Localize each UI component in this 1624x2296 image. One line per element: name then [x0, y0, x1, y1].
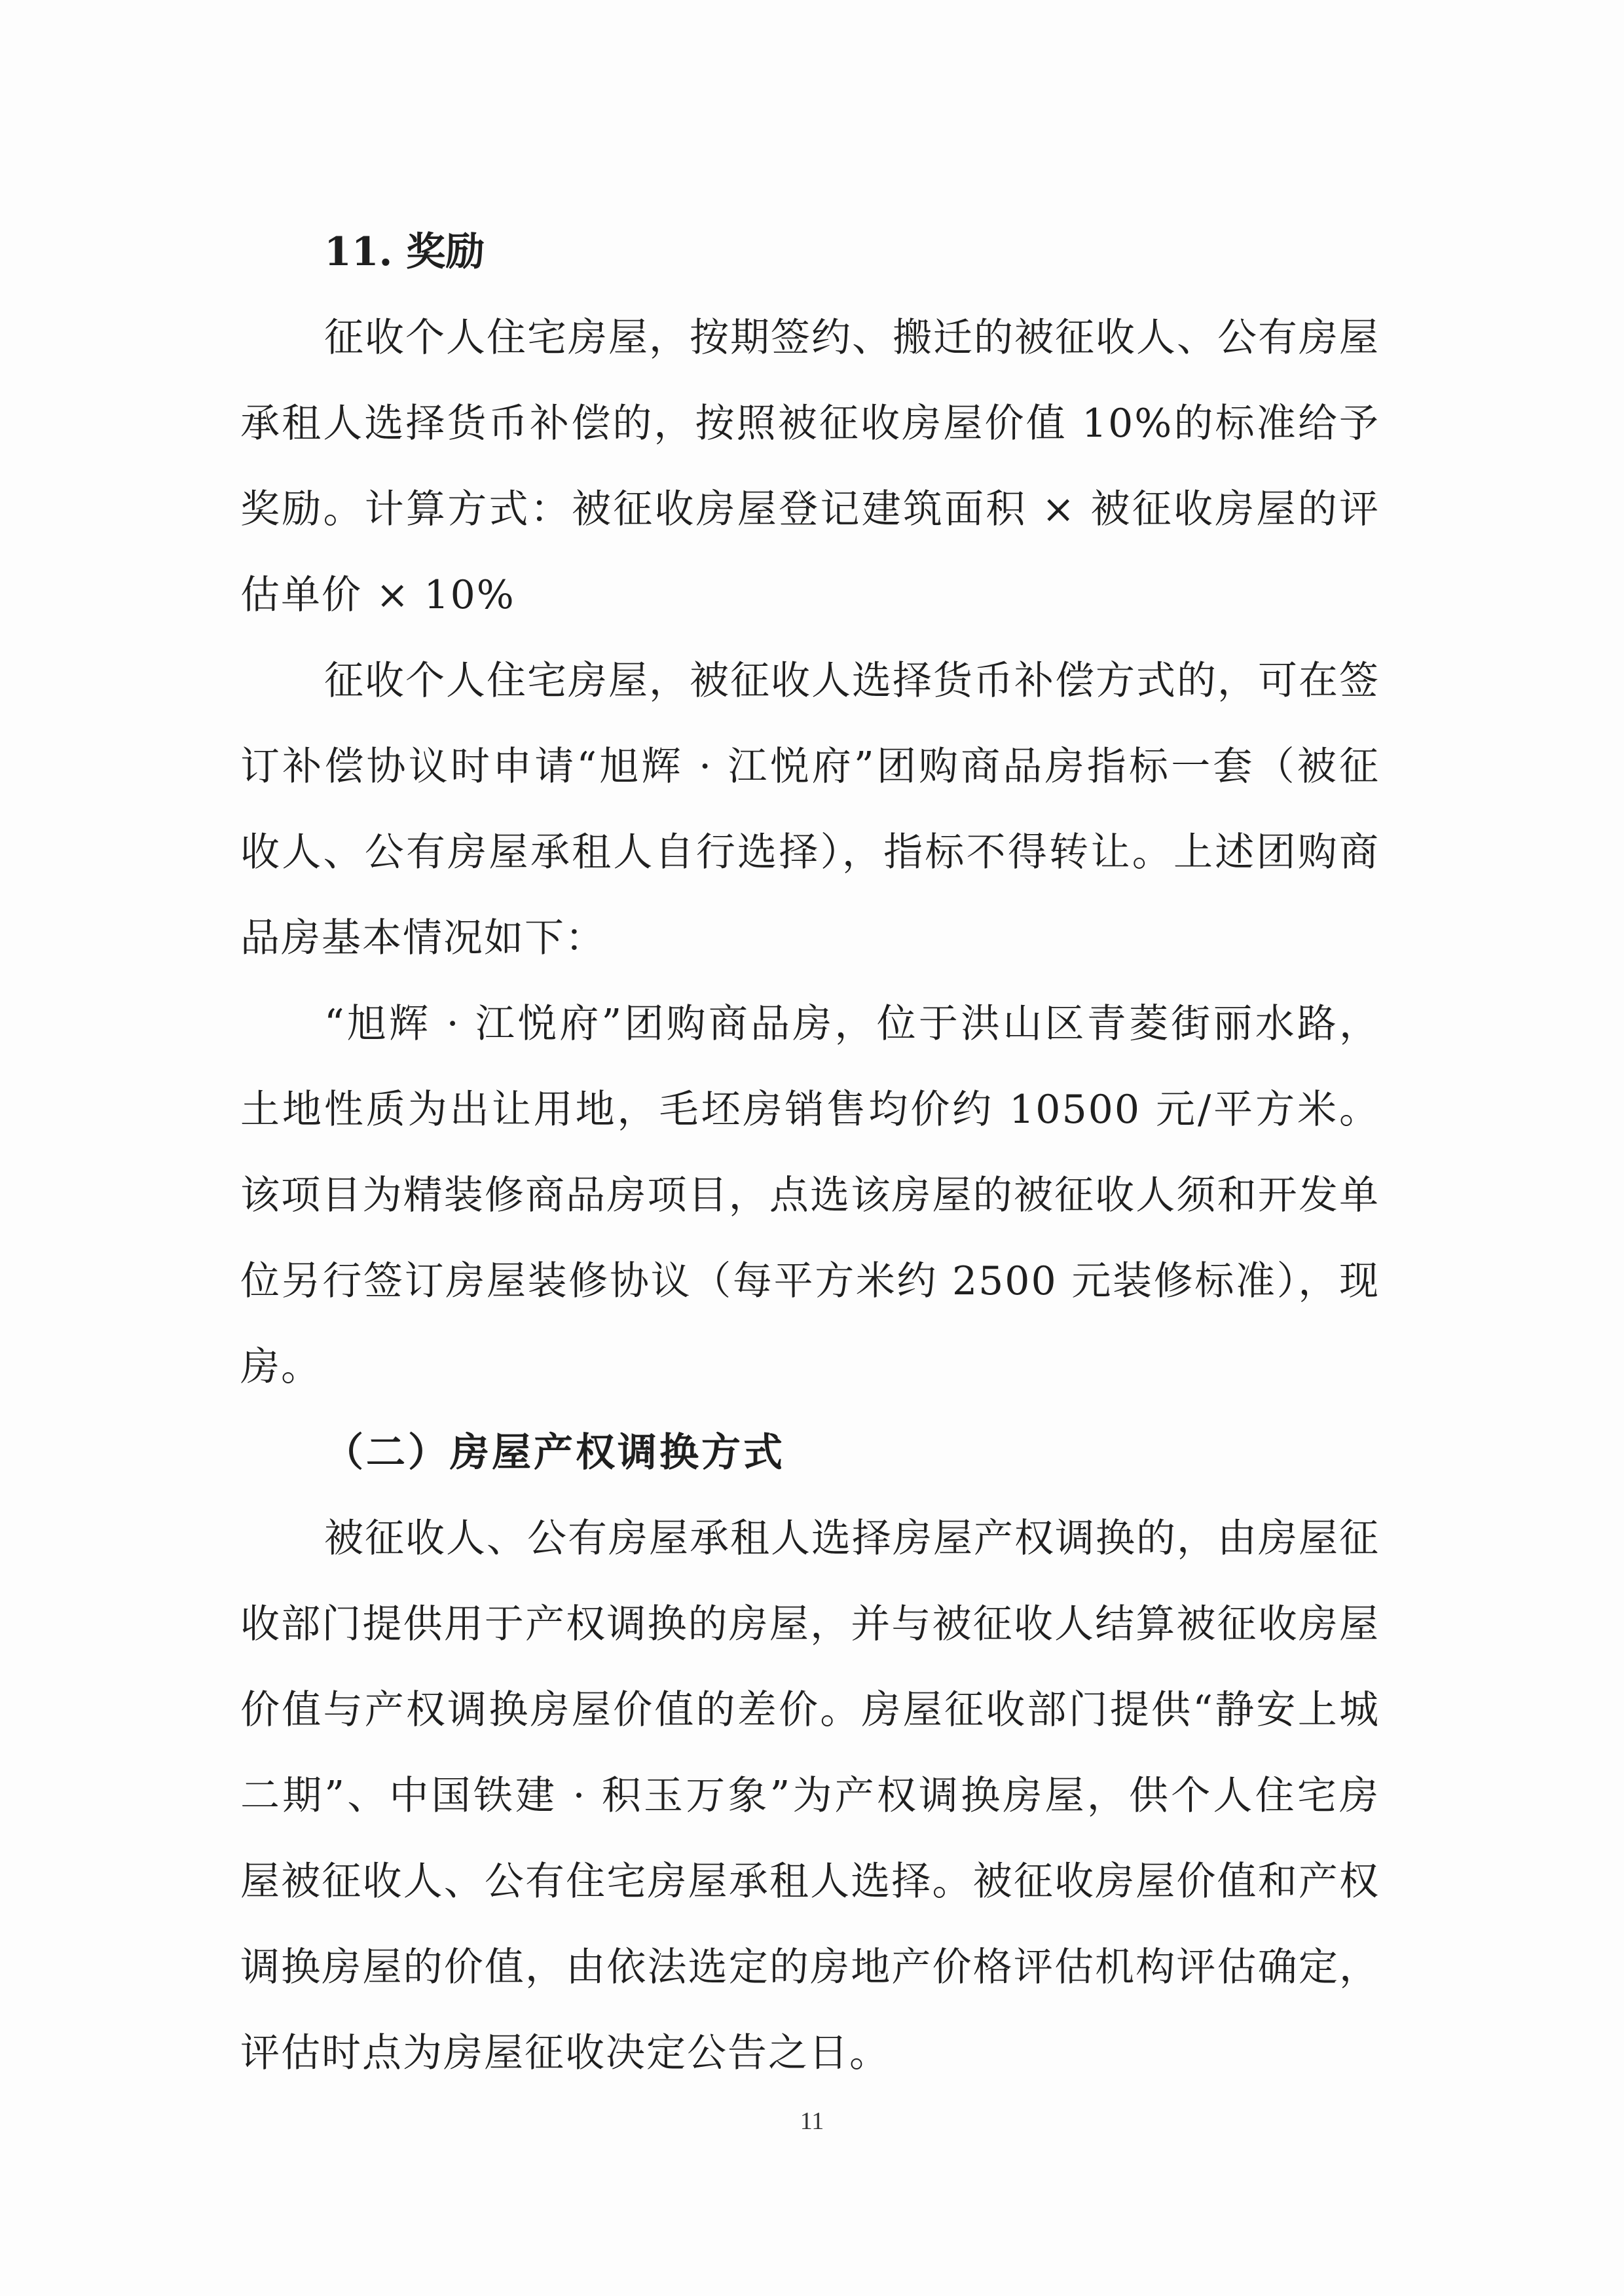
paragraph-reward-rule: 征收个人住宅房屋，按期签约、搬迁的被征收人、公有房屋承租人选择货币补偿的，按照被征收房屋价值 10%的标准给予奖励。计算方式：被征收房屋登记建筑面积 × 被征收房屋的评估单价 × 10% [240, 315, 1380, 618]
section-heading-reward: 11. 奖励 [324, 229, 485, 275]
page-number: 11 [800, 2107, 824, 2135]
document-body [240, 210, 1380, 2096]
paragraph-property-info: “旭辉 · 江悦府”团购商品房，位于洪山区青菱街丽水路，土地性质为出让用地，毛坯房销售均价约 10500 元/平方米。该项目为精装修商品房项目，点选该房屋的被征收人须和开发单位另行签订房屋装修协议（每平方米约 2500 元装修标准），现房。 [240, 1001, 1380, 1390]
section-heading-property-exchange: （二）房屋产权调换方式 [324, 1430, 785, 1476]
paragraph-property-exchange: 被征收人、公有房屋承租人选择房屋产权调换的，由房屋征收部门提供用于产权调换的房屋，并与被征收人结算被征收房屋价值与产权调换房屋价值的差价。房屋征收部门提供“静安上城二期”、中国铁建 · 积玉万象”为产权调换房屋，供个人住宅房屋被征收人、公有住宅房屋承租人选择。被征收房屋价值和产权调换房屋的价值，由依法选定的房地产价格评估机构评估确定，评估时点为房屋征收决定公告之日。 [240, 1516, 1380, 2076]
paragraph-group-purchase: 征收个人住宅房屋，被征收人选择货币补偿方式的，可在签订补偿协议时申请“旭辉 · 江悦府”团购商品房指标一套（被征收人、公有房屋承租人自行选择），指标不得转让。上述团购商品房基本情况如下： [240, 658, 1380, 961]
